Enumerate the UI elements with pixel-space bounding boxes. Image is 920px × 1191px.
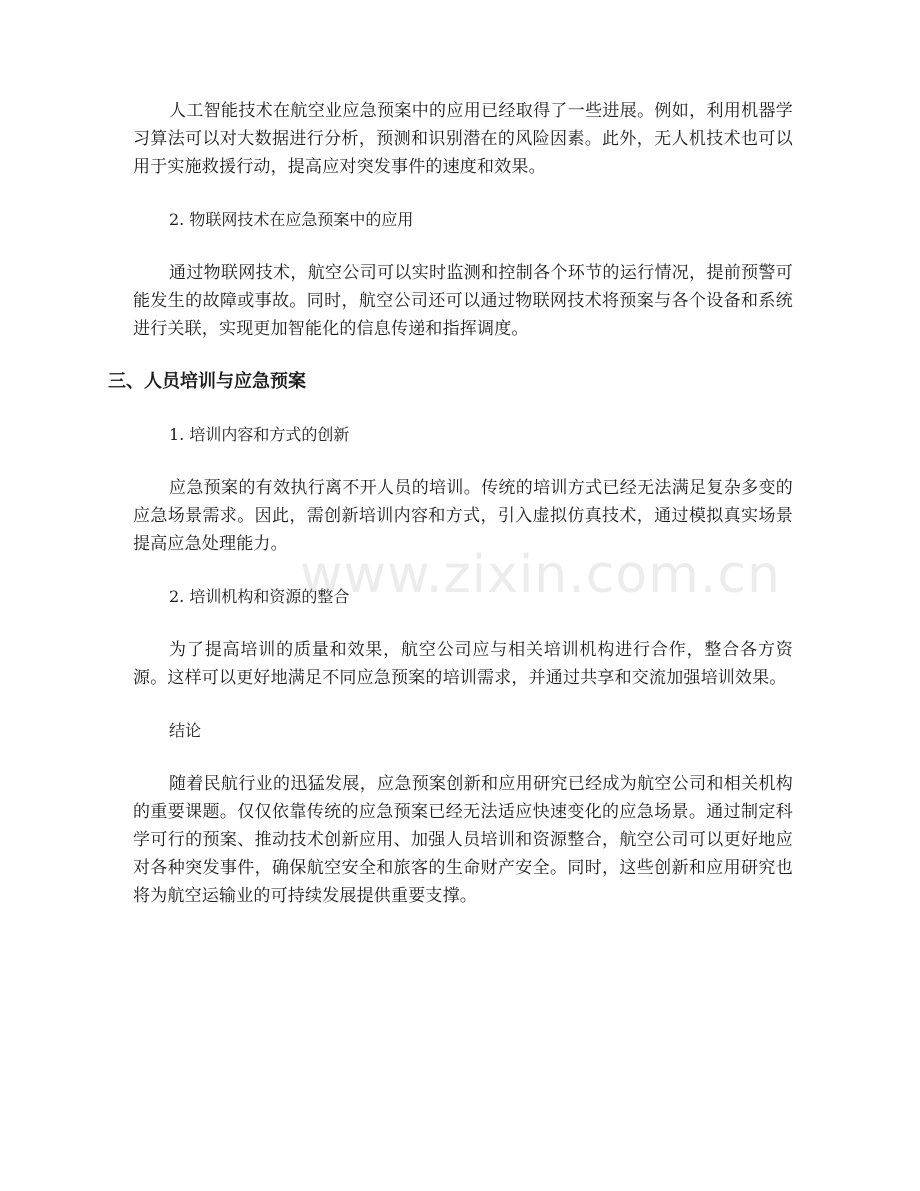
paragraph-iot: 通过物联网技术，航空公司可以实时监测和控制各个环节的运行情况，提前预警可能发生的故障或事故。同时，航空公司还可以通过物联网技术将预案与各个设备和系统进行关联，实现更加智能化的信息传递和指挥调度。 <box>133 263 793 339</box>
paragraph-ai-application: 人工智能技术在航空业应急预案中的应用已经取得了一些进展。例如，利用机器学习算法可以对大数据进行分析，预测和识别潜在的风险因素。此外，无人机技术也可以用于实施救援行动，提高应对突发事件的速度和效果。 <box>133 101 793 177</box>
paragraph-training-org: 为了提高培训的质量和效果，航空公司应与相关培训机构进行合作，整合各方资源。这样可以更好地满足不同应急预案的培训需求，并通过共享和交流加强培训效果。 <box>133 640 793 688</box>
watermark: www.zixin.com.cn <box>300 545 781 605</box>
conclusion-title: 结论 <box>169 721 202 740</box>
subheading-iot: 2. 物联网技术在应急预案中的应用 <box>169 210 414 229</box>
section-title-personnel-training: 三、人员培训与应急预案 <box>108 371 306 392</box>
subheading-training-content: 1. 培训内容和方式的创新 <box>169 425 350 444</box>
document-body <box>108 97 793 935</box>
subheading-training-org: 2. 培训机构和资源的整合 <box>169 587 350 606</box>
paragraph-conclusion: 随着民航行业的迅猛发展，应急预案创新和应用研究已经成为航空公司和相关机构的重要课题。仅仅依靠传统的应急预案已经无法适应快速变化的应急场景。通过制定科学可行的预案、推动技术创新应用、加强人员培训和资源整合，航空公司可以更好地应对各种突发事件，确保航空安全和旅客的生命财产安全。同时，这些创新和应用研究也将为航空运输业的可持续发展提供重要支撑。 <box>133 774 793 906</box>
paragraph-training-content: 应急预案的有效执行离不开人员的培训。传统的培训方式已经无法满足复杂多变的应急场景需求。因此，需创新培训内容和方式，引入虚拟仿真技术，通过模拟真实场景提高应急处理能力。 <box>133 478 793 554</box>
